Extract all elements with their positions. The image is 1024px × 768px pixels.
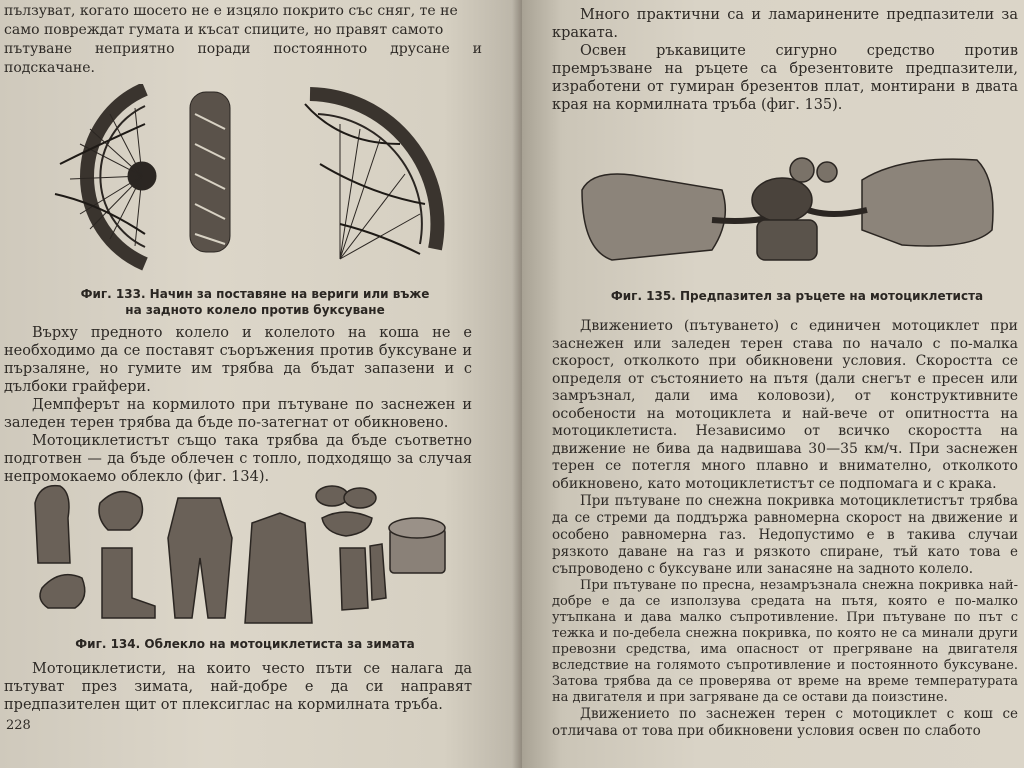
figure-134-winter-clothing [20,478,460,628]
text-line: пълзуват, когато шосето не е изцяло покрито със сняг, те не [4,3,458,19]
paragraph: При пътуване по снежна покривка мотоциклетистът трябва да се стреми да поддържа равномерна скорост на движение и особено равномерна газ. Недопустимо е в такива случаи рязкото даване на газ и рязкото спиране, тъй като това е съпроводено с буксуване или занасяне на задното колело. [552,493,1018,577]
paragraph: При пътуване по пресна, незамръзнала снежна покривка най-добре е да се използува средата на пътя, която е по-малко утъпкана и дава малко съпротивление. При пътуване по път с тежка и по-дебела снежна покривка, по която не са минали други превозни средства, има опасност от прегряване на двигателя вследствие на голямото съпротивление и постоянното буксуване. Затова трябва да се проверява от време на време температурата на двигателя и при загряване да се остави да поизстине. [552,578,1018,705]
paragraph: Движението по заснежен терен с мотоциклет с кош се отличава от това при обикновени условия освен по слабото [552,706,1018,739]
paragraph: Върху предното колело и колелото на коша не е необходимо да се поставят съоръжения против буксуване и пързаляне, но гумите им трябва да бъдат запазени и с дълбоки грайфери. [4,325,472,395]
paragraph: Много практични са и ламаринените предпазители за краката. [552,7,1018,41]
left-top-text [4,2,482,78]
page-number: 228 [6,718,31,733]
left-bottom-paragraph [4,660,472,714]
paragraph: Освен ръкавиците сигурно средство против премръзване на ръцете са брезентовите предпазители, изработени от гумиран брезентов плат, монтирани в двата края на кормилната тръба (фиг. 135). [552,43,1018,113]
left-paragraphs [4,324,472,486]
winter-clothing-illustration [20,478,460,628]
text-line: само повреждат гумата и късат спиците, но правят самото [4,22,444,38]
caption-line: Фиг. 133. Начин за поставяне на вериги или въже [80,287,430,301]
figure-135-hand-guards [572,150,1012,280]
figure-133-wheel-chains [40,84,460,274]
right-paragraphs [552,318,1018,740]
caption-line: на задното колело против буксуване [125,303,385,317]
right-top-paragraphs [552,6,1018,114]
paragraph: Мотоциклетистът също така трябва да бъде съответно подготвен — да бъде облечен с топло, подходящо за случая непромокаемо облекло (фиг. 134). [4,433,472,485]
right-page [522,0,1024,768]
figure-135-caption: Фиг. 135. Предпазител за ръцете на мотоциклетиста [610,289,984,303]
paragraph: Движението (пътуването) с единичен мотоциклет при заснежен или заледен терен става по начало с по-малка скорост, отколкото при обикновени условия. Скоростта се определя от състоянието на пътя (дали снегът е пресен или замръзнал, дали има коловози), от конструктивните особености на мотоциклета и най-вече от опитността на мотоциклетиста. Независимо от всичко скоростта на движение не бива да надвишава 30—35 км/ч. При заснежен терен се потегля много плавно и внимателно, отколкото обикновено, като мотоциклетистът се подпомага и с крака. [552,318,1018,492]
paragraph: Демпферът на кормилото при пътуване по заснежен и заледен терен трябва да бъде по-затегнат от обикновено. [4,397,472,431]
wheel-chains-illustration [40,84,460,274]
figure-133-caption [40,286,470,318]
text-line: пътуване неприятно поради постоянното друсане и подскачане. [4,41,482,76]
figure-134-caption: Фиг. 134. Облекло на мотоциклетиста за зимата [75,637,415,651]
paragraph: Мотоциклетисти, на които често пъти се налага да пътуват през зимата, най-добре е да си направят предпазителен щит от плексиглас на кормилната тръба. [4,661,472,713]
hand-guards-illustration [572,150,1012,280]
